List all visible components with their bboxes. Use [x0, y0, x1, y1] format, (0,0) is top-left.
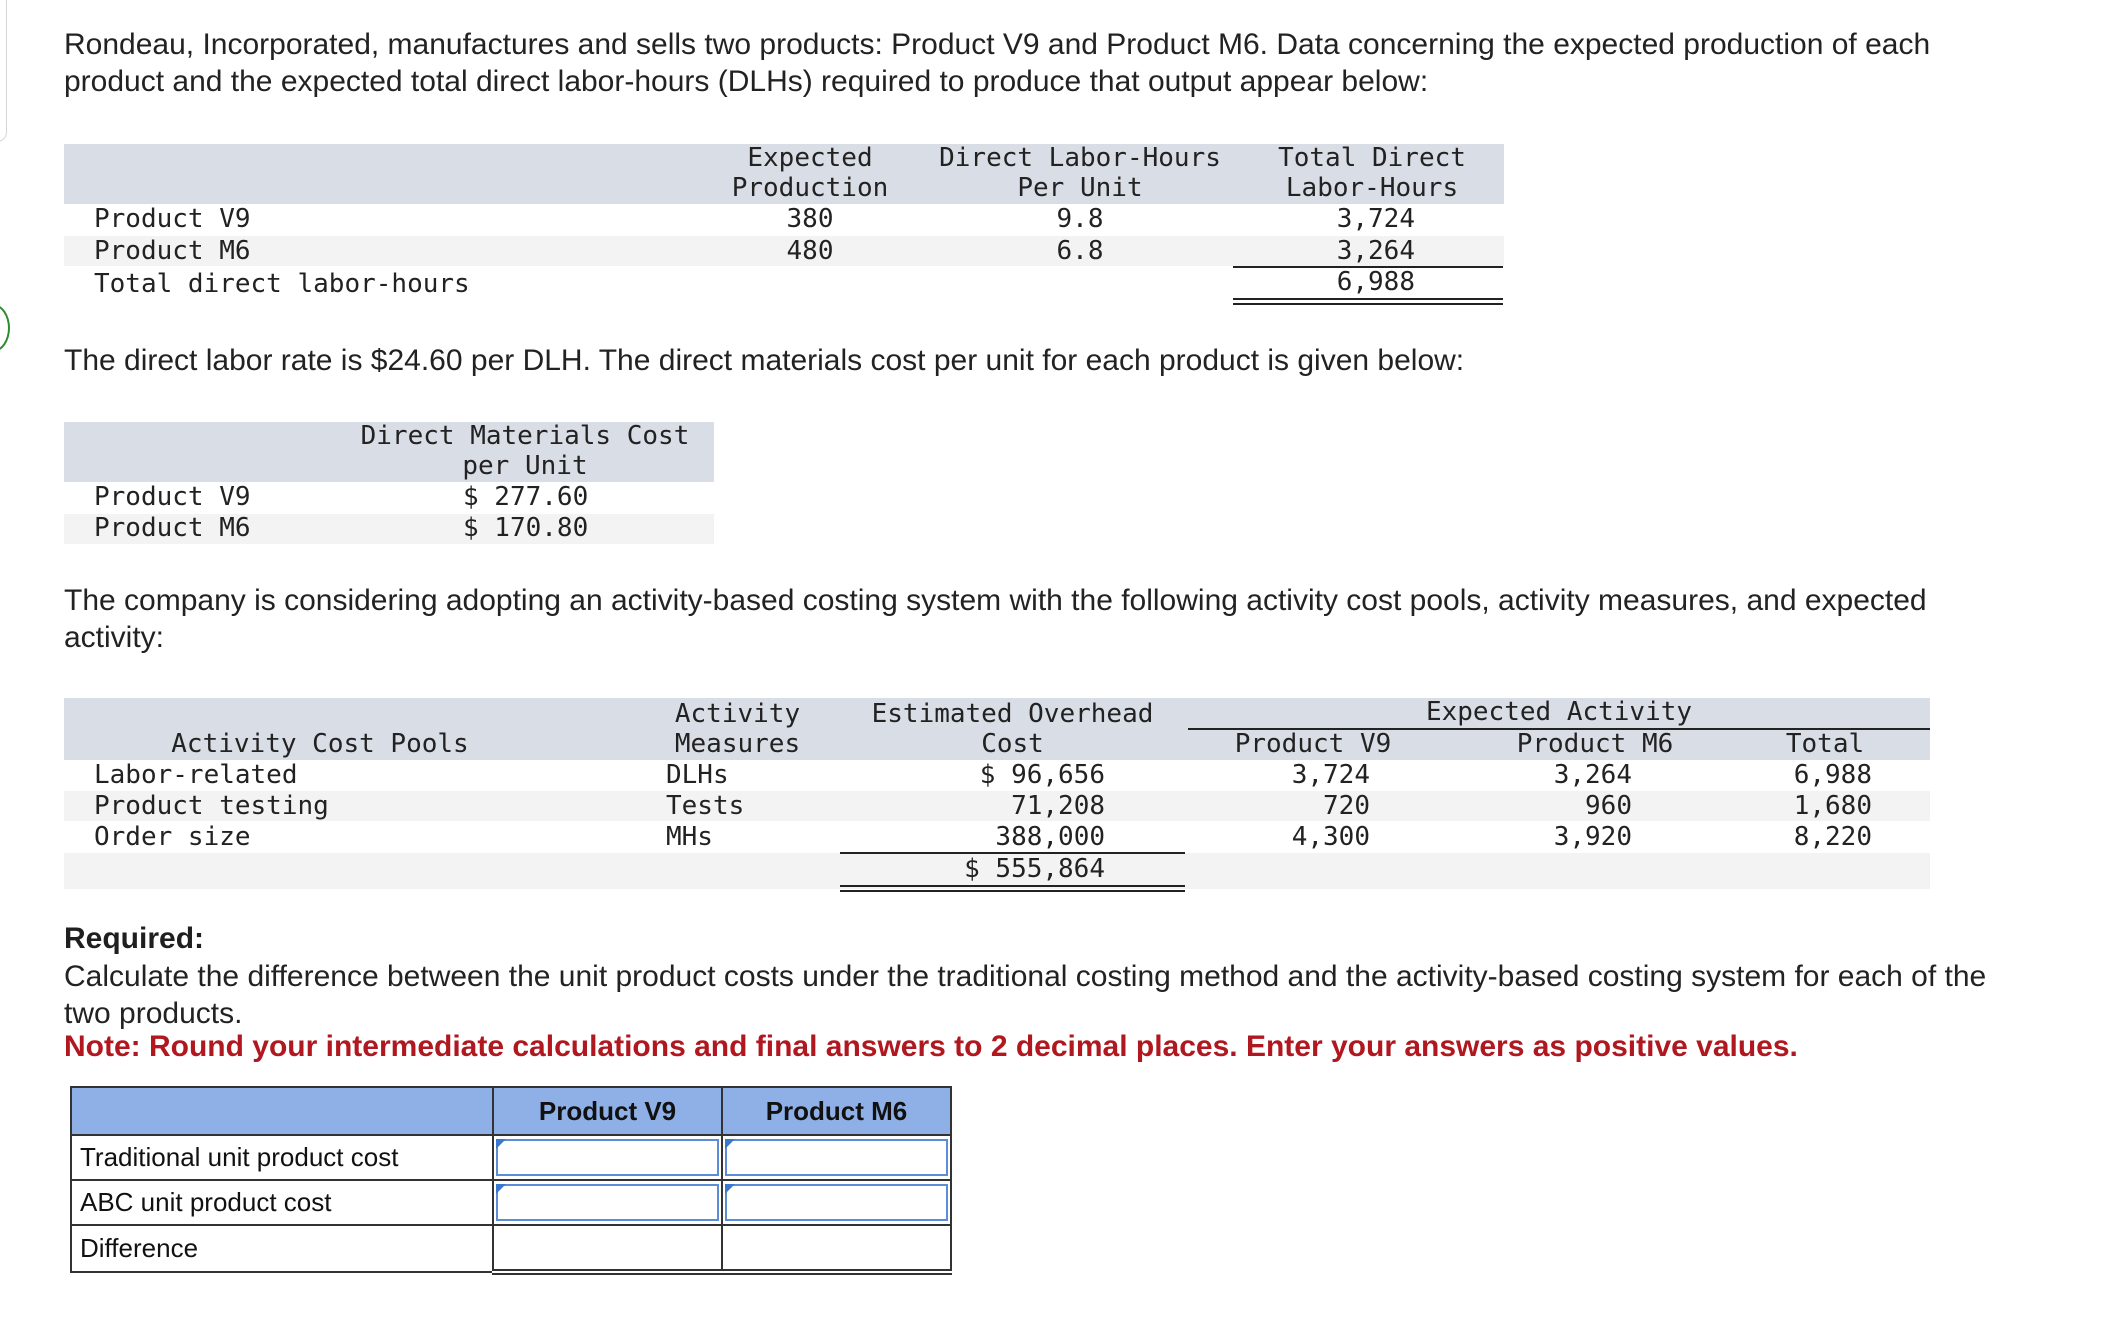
- table-cell: DLHs: [666, 760, 729, 790]
- abc-v9-cell[interactable]: [493, 1180, 722, 1225]
- header-dlh-2: Per Unit: [1017, 173, 1143, 203]
- answer-table: [70, 1086, 952, 1275]
- table-cell: 388,000: [995, 822, 1105, 852]
- table-row-label: Product V9: [94, 482, 251, 512]
- input-flag-icon: [725, 1184, 735, 1194]
- header-overhead-1: Estimated Overhead: [871, 699, 1154, 729]
- edge-indicator-icon: [0, 304, 10, 352]
- table-row-label: Product testing: [94, 791, 329, 821]
- table-cell: 3,264: [1336, 236, 1415, 266]
- table-cell: 380: [786, 204, 834, 234]
- table-row: [71, 1180, 951, 1225]
- header-measures-1: Activity: [674, 699, 801, 729]
- traditional-m6-input[interactable]: [725, 1139, 948, 1176]
- table-cell: 3,264: [1553, 760, 1632, 790]
- table-cell: $ 277.60: [463, 482, 589, 512]
- header-expected-1: Expected: [747, 143, 873, 173]
- table-cell: 4,300: [1291, 822, 1370, 852]
- answer-header-blank: [71, 1087, 493, 1135]
- table-row-label: Product M6: [94, 236, 251, 266]
- input-flag-icon: [496, 1184, 506, 1194]
- header-v9: Product V9: [1234, 729, 1392, 759]
- table-cell: Tests: [666, 791, 745, 821]
- traditional-v9-input[interactable]: [496, 1139, 719, 1176]
- labor-rate-text: The direct labor rate is $24.60 per DLH. The direct materials cost per unit for each product is given below:: [64, 344, 1465, 377]
- table-cell: 6.8: [1056, 236, 1104, 266]
- table-cell: $ 170.80: [463, 513, 589, 543]
- header-expected-2: Production: [731, 173, 889, 203]
- header-total-2: Labor-Hours: [1285, 173, 1459, 203]
- rounding-note: Note: Round your intermediate calculations and final answers to 2 decimal places. Enter your answers as positive values.: [64, 1030, 1798, 1063]
- header-pools: Activity Cost Pools: [171, 729, 469, 759]
- row-label-difference: Difference: [71, 1225, 493, 1272]
- cost-double-rule: [840, 890, 1185, 892]
- table-cell: 720: [1323, 791, 1370, 821]
- table-cell: 8,220: [1793, 822, 1872, 852]
- abc-m6-input[interactable]: [725, 1184, 948, 1221]
- input-flag-icon: [725, 1139, 735, 1149]
- answer-header-v9: Product V9: [493, 1087, 722, 1135]
- table-cell: 960: [1585, 791, 1632, 821]
- traditional-m6-cell[interactable]: [722, 1135, 951, 1180]
- answer-header-m6: Product M6: [722, 1087, 951, 1135]
- table-row-label: Product M6: [94, 513, 251, 543]
- header-dlh-1: Direct Labor-Hours: [939, 143, 1221, 173]
- difference-m6-cell[interactable]: [722, 1225, 951, 1272]
- cost-total: $ 555,864: [964, 854, 1105, 884]
- table-row: [71, 1135, 951, 1180]
- header-materials-2: per Unit: [462, 451, 588, 481]
- table-cell: 3,724: [1291, 760, 1370, 790]
- required-text: Calculate the difference between the unit product costs under the traditional costing method and the activity-based costing system for each of the two products.: [64, 960, 1987, 1030]
- abc-m6-cell[interactable]: [722, 1180, 951, 1225]
- table-row-label: Labor-related: [94, 760, 298, 790]
- header-expected-activity: Expected Activity: [1425, 697, 1693, 727]
- table-cell: $ 96,656: [979, 760, 1105, 790]
- table-cell: 480: [786, 236, 834, 266]
- answer-header-row: [71, 1087, 951, 1135]
- header-materials-1: Direct Materials Cost: [360, 421, 690, 451]
- table-row: [71, 1225, 951, 1272]
- header-total-1: Total Direct: [1278, 143, 1466, 173]
- table-row-label: Product V9: [94, 204, 251, 234]
- table-cell: 9.8: [1056, 204, 1104, 234]
- traditional-v9-cell[interactable]: [493, 1135, 722, 1180]
- required-heading: Required:: [64, 922, 205, 955]
- table-cell: 71,208: [1011, 791, 1105, 821]
- header-measures-2: Measures: [674, 729, 801, 759]
- intro-text: Rondeau, Incorporated, manufactures and sells two products: Product V9 and Product M6. Data concerning the expected production of each product and the expected total direct labor-hours (DLHs) required to produce that output appear below:: [64, 28, 1931, 98]
- header-overhead-2: Cost: [981, 729, 1044, 759]
- table-cell: MHs: [666, 822, 713, 852]
- difference-v9-cell[interactable]: [493, 1225, 722, 1272]
- edge-panel: [0, 0, 7, 142]
- row-label-abc: ABC unit product cost: [71, 1180, 493, 1225]
- header-m6: Product M6: [1516, 729, 1674, 759]
- table-cell: 3,724: [1336, 204, 1415, 234]
- double-rule: [1233, 303, 1503, 305]
- input-flag-icon: [496, 1139, 506, 1149]
- row-label-traditional: Traditional unit product cost: [71, 1135, 493, 1180]
- abc-v9-input[interactable]: [496, 1184, 719, 1221]
- table-row-label: Order size: [94, 822, 251, 852]
- table-cell: 1,680: [1793, 791, 1872, 821]
- abc-intro-text: The company is considering adopting an activity-based costing system with the following activity cost pools, activity measures, and expected activity:: [64, 584, 1927, 654]
- table-cell: 6,988: [1793, 760, 1872, 790]
- header-total: Total: [1785, 729, 1865, 759]
- total-label: Total direct labor-hours: [94, 269, 470, 299]
- total-value: 6,988: [1336, 267, 1415, 297]
- table-cell: 3,920: [1553, 822, 1632, 852]
